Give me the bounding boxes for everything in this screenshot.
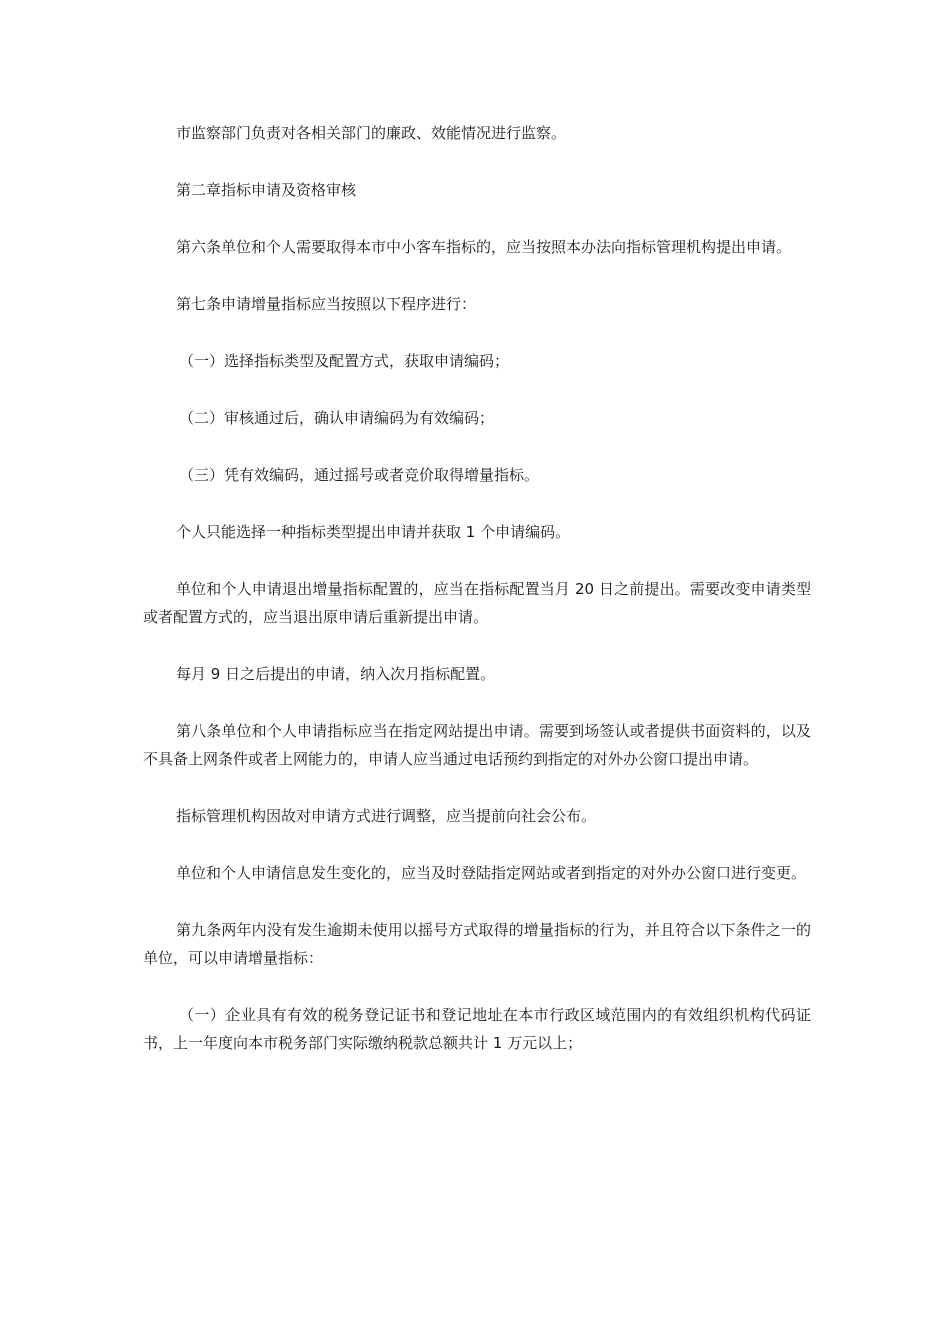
list-item-3: （三）凭有效编码，通过摇号或者竞价取得增量指标。 (179, 466, 540, 484)
paragraph-article-6: 第六条单位和个人需要取得本市中小客车指标的，应当按照本办法向指标管理机构提出申请。 (176, 238, 792, 256)
chapter-heading: 第二章指标申请及资格审核 (176, 181, 357, 199)
paragraph-article-9: 第九条两年内没有发生逾期未使用以摇号方式取得的增量指标的行为，并且符合以下条件之一的单位，可以申请增量指标： (143, 921, 811, 967)
paragraph-next-month: 每月 9 日之后提出的申请，纳入次月指标配置。 (176, 665, 496, 683)
paragraph-withdrawal: 单位和个人申请退出增量指标配置的，应当在指标配置当月 20 日之前提出。需要改变申请类型或者配置方式的，应当退出原申请后重新提出申请。 (143, 580, 811, 626)
paragraph-article-7: 第七条申请增量指标应当按照以下程序进行： (176, 295, 477, 313)
paragraph-individual-limit: 个人只能选择一种指标类型提出申请并获取 1 个申请编码。 (176, 523, 571, 541)
paragraph-info-change: 单位和个人申请信息发生变化的，应当及时登陆指定网站或者到指定的对外办公窗口进行变更。 (176, 864, 807, 882)
paragraph-adjustment: 指标管理机构因故对申请方式进行调整，应当提前向社会公布。 (176, 807, 597, 825)
document-page (143, 119, 811, 1086)
list-item-1: （一）选择指标类型及配置方式，获取申请编码； (179, 352, 510, 370)
list-item-2: （二）审核通过后，确认申请编码为有效编码； (179, 409, 495, 427)
paragraph-article-8: 第八条单位和个人申请指标应当在指定网站提出申请。需要到场签认或者提供书面资料的，以及不具备上网条件或者上网能力的，申请人应当通过电话预约到指定的对外办公窗口提出申请。 (143, 722, 811, 768)
list-item-enterprise: （一）企业具有有效的税务登记证书和登记地址在本市行政区域范围内的有效组织机构代码证书，上一年度向本市税务部门实际缴纳税款总额共计 1 万元以上； (143, 1006, 811, 1052)
paragraph-supervision: 市监察部门负责对各相关部门的廉政、效能情况进行监察。 (176, 124, 567, 142)
